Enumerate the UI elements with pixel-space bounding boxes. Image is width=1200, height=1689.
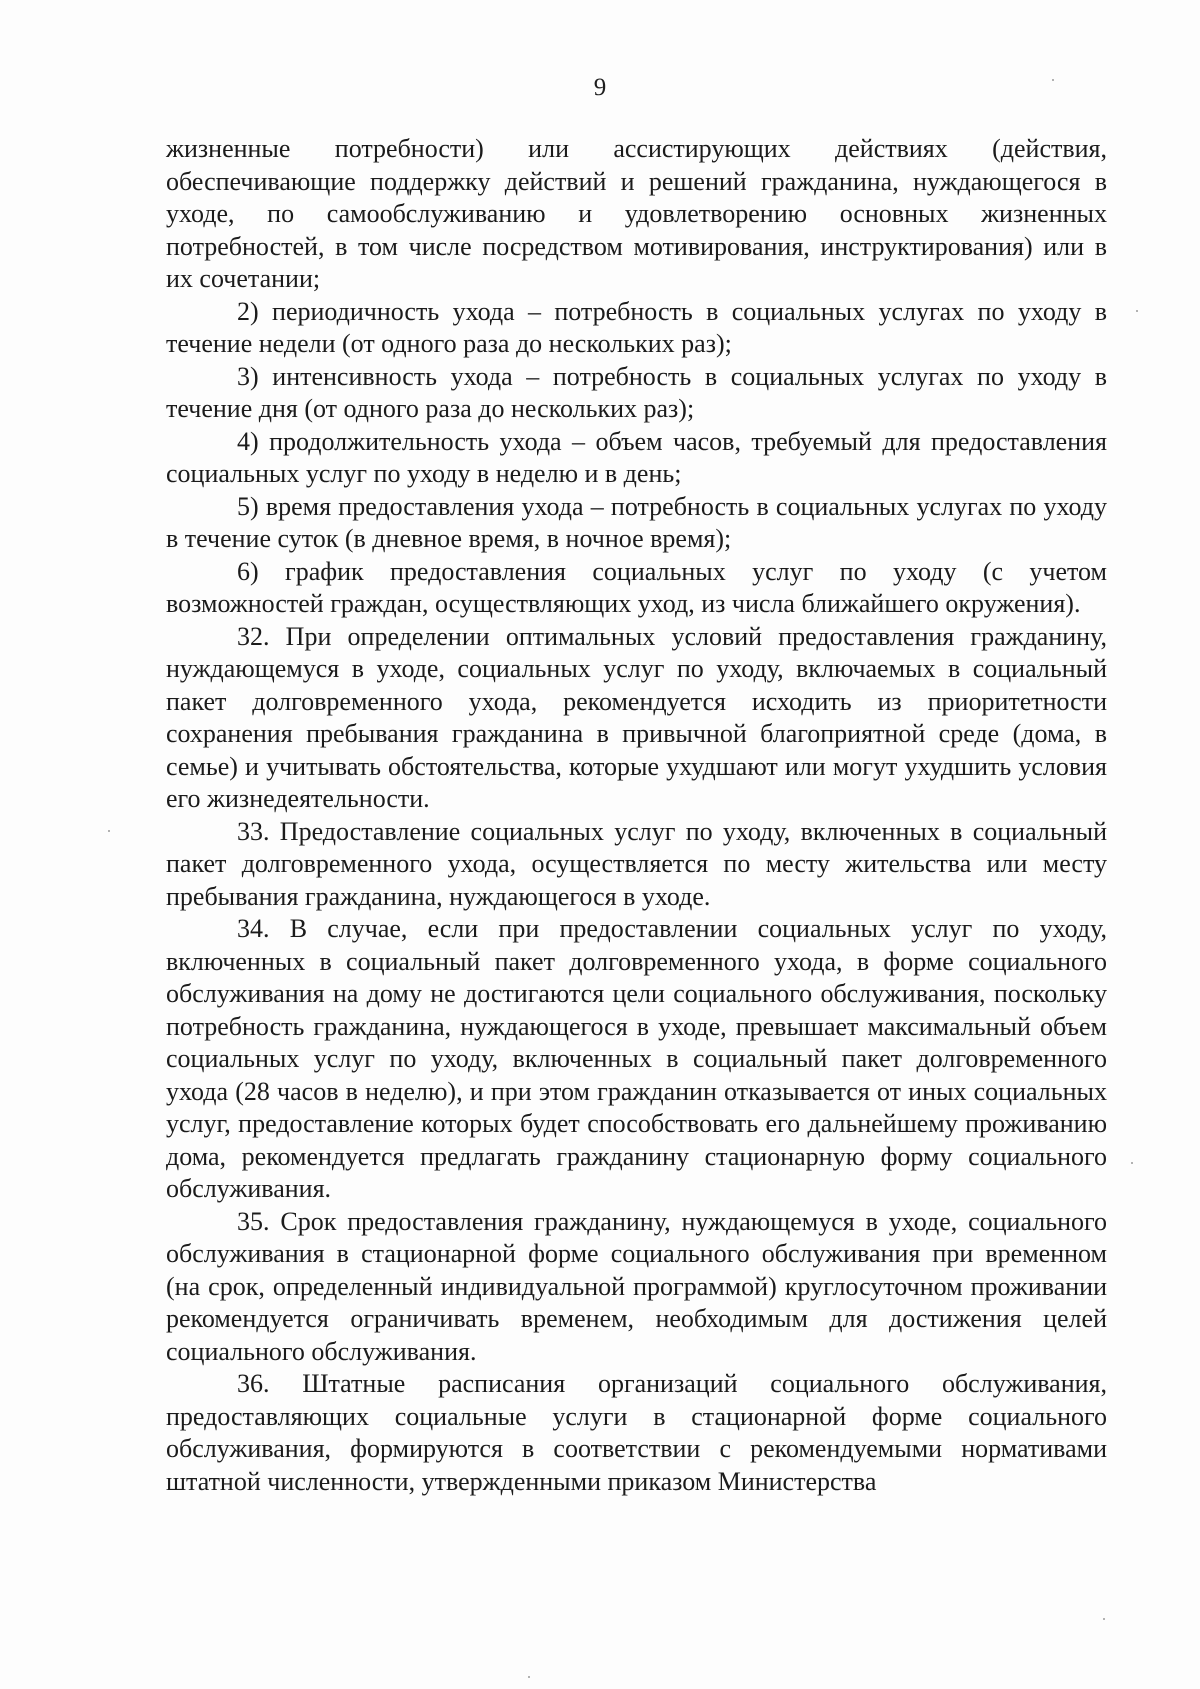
page-number: 9 [593,74,607,101]
scan-speck [1136,310,1138,312]
scan-speck [1103,1618,1105,1620]
paragraph-continuation: жизненные потребности) или ассистирующих действиях (действия, обеспечивающие поддержку действий и решений гражданина, нуждающегося в уходе, по самообслуживанию и удовлетворению основных жизненных потребностей, в том числе посредством мотивирования, инструктирования) или в их сочетании; [166,134,1107,293]
scan-speck [1052,79,1054,81]
paragraph-clause-33: 33. Предоставление социальных услуг по уходу, включенных в социальный пакет долговременного ухода, осуществляется по месту жительства или месту пребывания гражданина, нуждающегося в уходе. [166,816,1107,911]
paragraph-clause-36: 36. Штатные расписания организаций социального обслуживания, предоставляющих социальные услуги в стационарной форме социального обслуживания, формируются в соответствии с рекомендуемыми нормативами штатной численности, утвержденными приказом Министерства [166,1369,1107,1496]
scan-speck [1131,1162,1133,1164]
paragraph-item-4: 4) продолжительность ухода – объем часов, требуемый для предоставления социальных услуг по уходу в неделю и в день; [166,426,1107,488]
paragraph-item-6: 6) график предоставления социальных услуг по уходу (с учетом возможностей граждан, осуществляющих уход, из числа ближайшего окружения). [166,556,1107,618]
paragraph-item-3: 3) интенсивность ухода – потребность в социальных услугах по уходу в течение дня (от одного раза до нескольких раз); [166,361,1107,423]
document-body [166,133,1107,1498]
paragraph-clause-35: 35. Срок предоставления гражданину, нуждающемуся в уходе, социального обслуживания в стационарной форме социального обслуживания при временном (на срок, определенный индивидуальной программой) круглосуточном проживании рекомендуется ограничивать временем, необходимым для достижения целей социального обслуживания. [166,1206,1107,1366]
scan-speck [528,1676,530,1678]
paragraph-item-5: 5) время предоставления ухода – потребность в социальных услугах по уходу в течение суток (в дневное время, в ночное время); [166,491,1107,553]
paragraph-clause-32: 32. При определении оптимальных условий предоставления гражданину, нуждающемуся в уходе, социальных услуг по уходу, включаемых в социальный пакет долговременного ухода, рекомендуется исходить из приоритетности сохранения пребывания гражданина в привычной благоприятной среде (дома, в семье) и учитывать обстоятельства, которые ухудшают или могут ухудшить условия его жизнедеятельности. [166,621,1107,813]
paragraph-item-2: 2) периодичность ухода – потребность в социальных услугах по уходу в течение недели (от одного раза до нескольких раз); [166,296,1107,358]
paragraph-clause-34: 34. В случае, если при предоставлении социальных услуг по уходу, включенных в социальный пакет долговременного ухода, в форме социального обслуживания на дому не достигаются цели социального обслуживания, поскольку потребность гражданина, нуждающегося в уходе, превышает максимальный объем социальных услуг по уходу, включенных в социальный пакет долговременного ухода (28 часов в неделю), и при этом гражданин отказывается от иных социальных услуг, предоставление которых будет способствовать его дальнейшему проживанию дома, рекомендуется предлагать гражданину стационарную форму социального обслуживания. [166,914,1107,1203]
scan-speck [108,830,110,832]
